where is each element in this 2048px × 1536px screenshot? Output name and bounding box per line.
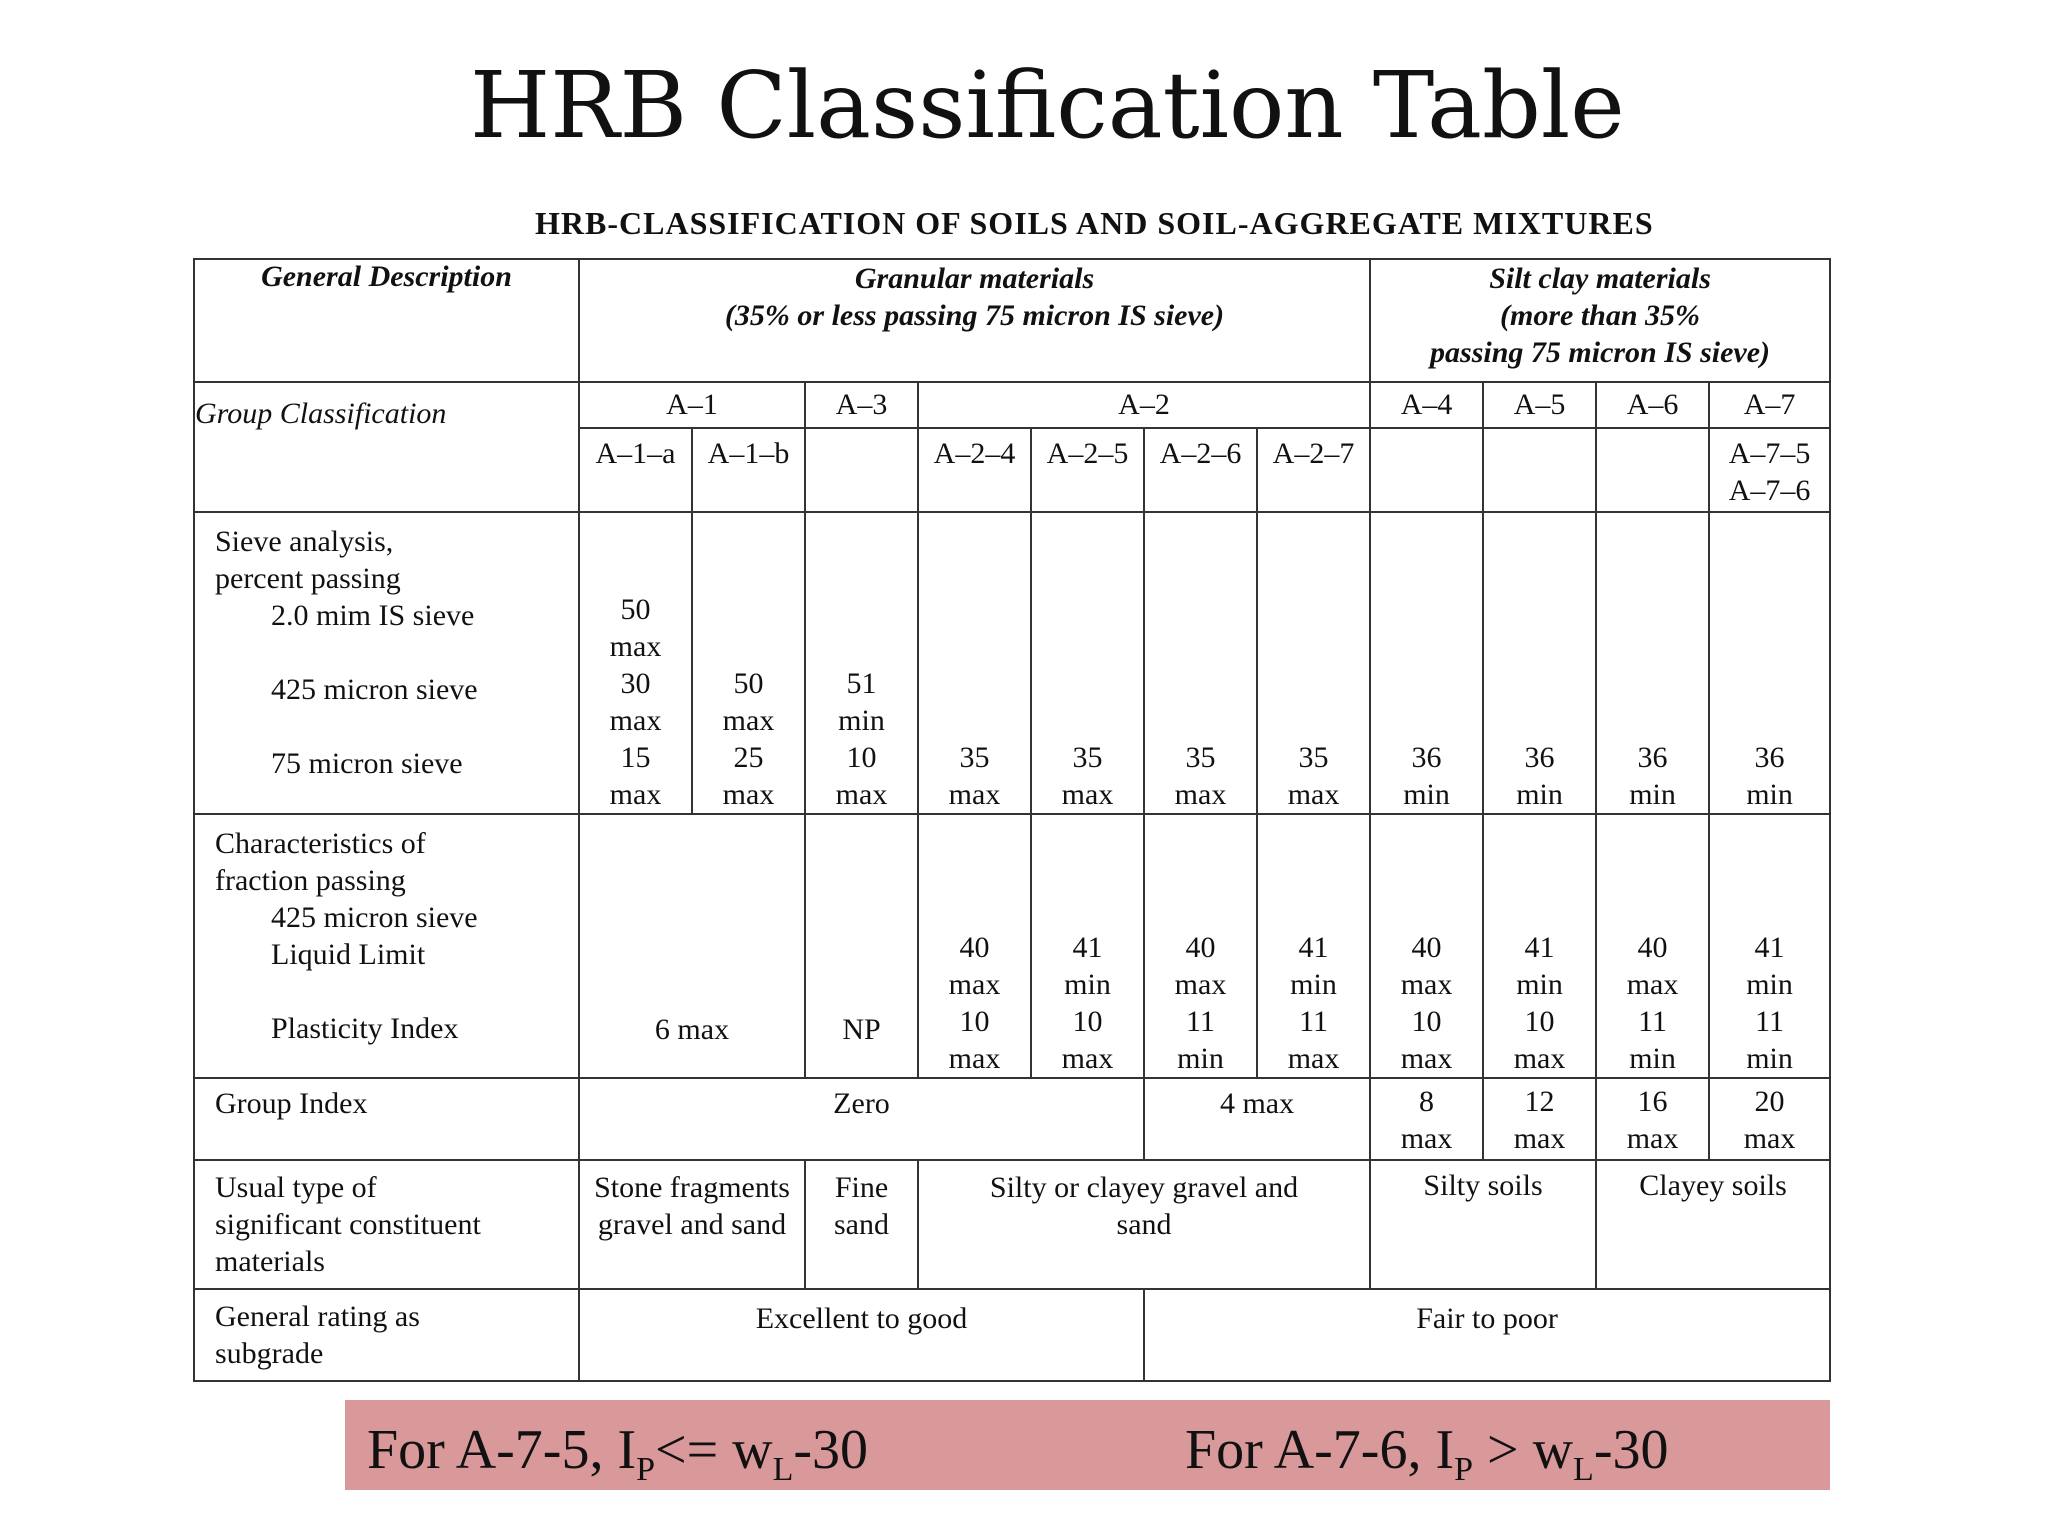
sieve-a4: 36 min xyxy=(1370,512,1483,814)
sieve-analysis-row xyxy=(194,512,1830,814)
slide-title: HRB Classification Table xyxy=(470,52,1625,159)
silt-clay-materials-header: Silt clay materials (more than 35% passing 75 micron IS sieve) xyxy=(1370,259,1830,382)
subgroup-a6-empty xyxy=(1596,428,1709,512)
group-a2: A–2 xyxy=(918,382,1370,428)
formula-banner xyxy=(345,1400,1830,1490)
general-description-row xyxy=(194,259,1830,382)
group-a5: A–5 xyxy=(1483,382,1596,428)
char-a26: 40 max 11 min xyxy=(1144,814,1257,1078)
subgroup-a1b: A–1–b xyxy=(692,428,805,512)
usual-type-label: Usual type of significant constituent materials xyxy=(194,1160,579,1289)
granular-materials-header: Granular materials (35% or less passing 75 micron IS sieve) xyxy=(579,259,1370,382)
sieve-analysis-label: Sieve analysis, percent passing 2.0 mim IS sieve 425 micron sieve 75 micron sieve xyxy=(194,512,579,814)
group-a1: A–1 xyxy=(579,382,805,428)
sieve-a5: 36 min xyxy=(1483,512,1596,814)
char-a24: 40 max 10 max xyxy=(918,814,1031,1078)
usual-type-silty: Silty soils xyxy=(1370,1160,1596,1289)
a76-condition: For A-7-6, $I_P > w_L-30$ xyxy=(1185,1419,1669,1489)
group-index-row xyxy=(194,1078,1830,1160)
group-index-zero: Zero xyxy=(579,1078,1144,1160)
subgroup-a4-empty xyxy=(1370,428,1483,512)
usual-type-a1: Stone fragments gravel and sand xyxy=(579,1160,805,1289)
group-a6: A–6 xyxy=(1596,382,1709,428)
table-heading: HRB-CLASSIFICATION OF SOILS AND SOIL-AGGREGATE MIXTURES xyxy=(535,205,1654,241)
sieve-a1a: 50 max 30 max 15 max xyxy=(579,512,692,814)
rating-excellent-to-good: Excellent to good xyxy=(579,1289,1144,1381)
char-a5: 41 min 10 max xyxy=(1483,814,1596,1078)
subgroup-a27: A–2–7 xyxy=(1257,428,1370,512)
group-classification-label: Group Classification xyxy=(194,382,579,512)
subgroup-a25: A–2–5 xyxy=(1031,428,1144,512)
subgroup-a3-empty xyxy=(805,428,918,512)
group-classification-row xyxy=(194,382,1830,428)
characteristics-label: Characteristics of fraction passing 425 micron sieve Liquid Limit Plasticity Index xyxy=(194,814,579,1078)
sieve-a1b: 50 max 25 max xyxy=(692,512,805,814)
sieve-a27: 35 max xyxy=(1257,512,1370,814)
rating-fair-to-poor: Fair to poor xyxy=(1144,1289,1830,1381)
subgroup-a24: A–2–4 xyxy=(918,428,1031,512)
group-a7: A–7 xyxy=(1709,382,1830,428)
usual-type-a3: Fine sand xyxy=(805,1160,918,1289)
hrb-classification-table xyxy=(193,258,1831,1382)
char-a6: 40 max 11 min xyxy=(1596,814,1709,1078)
a75-condition: For A-7-5, $I_P<= w_L-30$ xyxy=(367,1419,869,1489)
characteristics-row xyxy=(194,814,1830,1078)
char-a7: 41 min 11 min xyxy=(1709,814,1830,1078)
group-index-a5: 12 max xyxy=(1483,1078,1596,1160)
general-description-label: General Description xyxy=(194,259,579,382)
sieve-a3: 51 min 10 max xyxy=(805,512,918,814)
general-rating-label: General rating as subgrade xyxy=(194,1289,579,1381)
sieve-a25: 35 max xyxy=(1031,512,1144,814)
a3-plasticity-index: NP xyxy=(805,814,918,1078)
general-rating-row xyxy=(194,1289,1830,1381)
group-index-a7: 20 max xyxy=(1709,1078,1830,1160)
group-a3: A–3 xyxy=(805,382,918,428)
sieve-a26: 35 max xyxy=(1144,512,1257,814)
usual-type-a2: Silty or clayey gravel and sand xyxy=(918,1160,1370,1289)
char-a27: 41 min 11 max xyxy=(1257,814,1370,1078)
char-a4: 40 max 10 max xyxy=(1370,814,1483,1078)
group-a4: A–4 xyxy=(1370,382,1483,428)
group-index-4max: 4 max xyxy=(1144,1078,1370,1160)
usual-type-clayey: Clayey soils xyxy=(1596,1160,1830,1289)
subgroup-a7: A–7–5 A–7–6 xyxy=(1709,428,1830,512)
group-index-a4: 8 max xyxy=(1370,1078,1483,1160)
subgroup-a1a: A–1–a xyxy=(579,428,692,512)
subgroup-a26: A–2–6 xyxy=(1144,428,1257,512)
char-a25: 41 min 10 max xyxy=(1031,814,1144,1078)
group-index-label: Group Index xyxy=(194,1078,579,1160)
sieve-a24: 35 max xyxy=(918,512,1031,814)
sieve-a6: 36 min xyxy=(1596,512,1709,814)
subgroup-a5-empty xyxy=(1483,428,1596,512)
usual-type-row xyxy=(194,1160,1830,1289)
sieve-a7: 36 min xyxy=(1709,512,1830,814)
a1-plasticity-index: 6 max xyxy=(579,814,805,1078)
group-index-a6: 16 max xyxy=(1596,1078,1709,1160)
